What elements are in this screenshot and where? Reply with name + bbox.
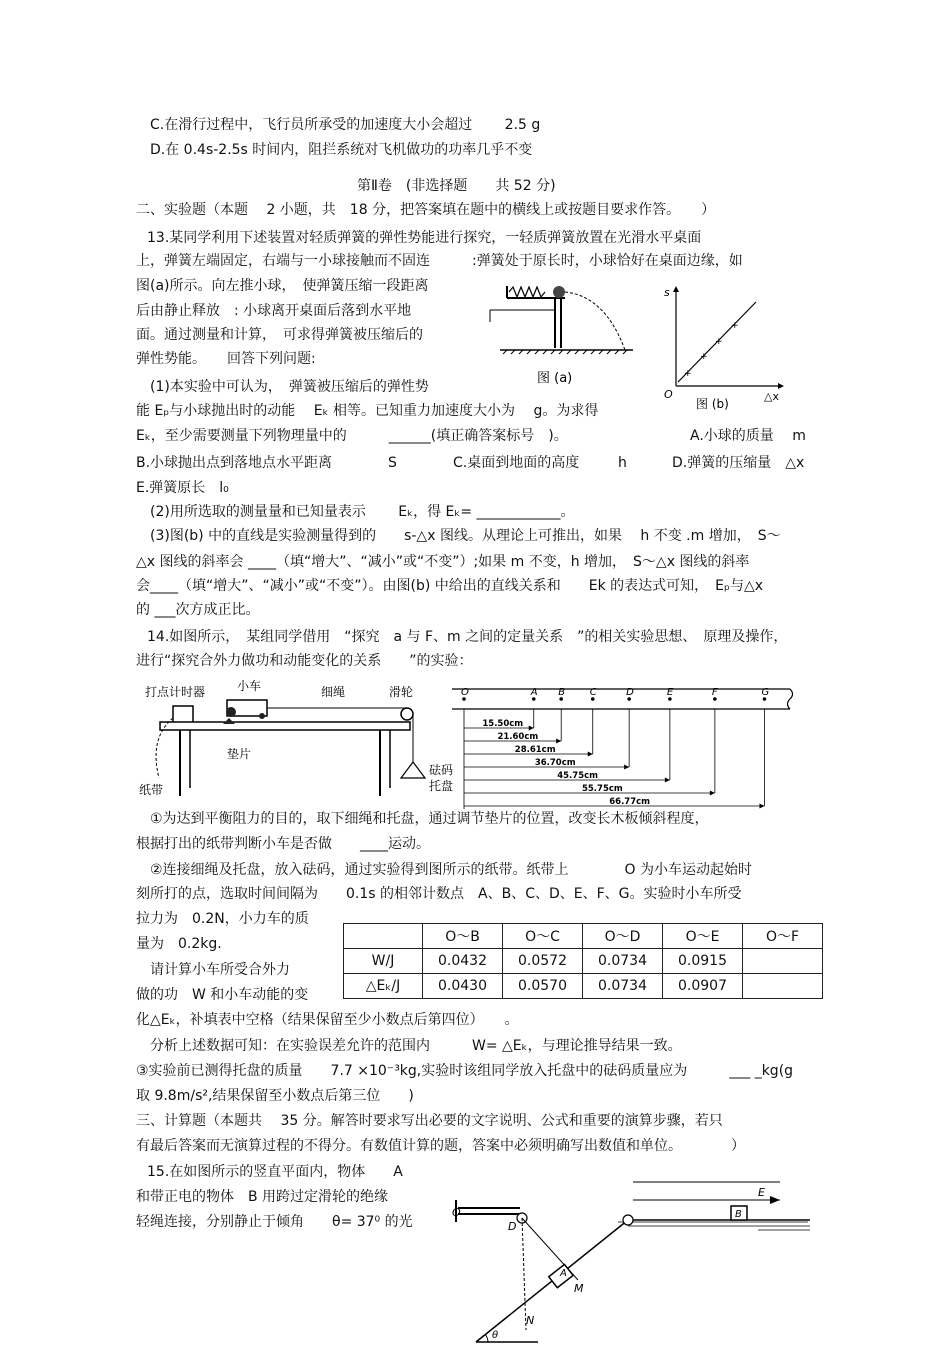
distance-arrow bbox=[759, 804, 764, 809]
section3-heading: 三、计算题（本题共 35 分。解答时要求写出必要的文字说明、公式和重要的演算步骤，若只 bbox=[136, 1113, 723, 1129]
q13-part3: 的 ___次方成正比。 bbox=[136, 602, 260, 618]
q13-part3: (3)图(b) 中的直线是实验测量得到的 s-△x 图线。从理论上可推出，如果 h 不变 .m 增加， S～ bbox=[150, 528, 781, 544]
q14-step3: 取 9.8m/s²,结果保留至小数点后第三位 ) bbox=[136, 1088, 414, 1104]
tape-point-label: C bbox=[589, 687, 597, 698]
q13-part2: (2)用所选取的测量量和已知量表示 Eₖ，得 Eₖ= ____________。 bbox=[150, 504, 575, 520]
q14-step3: ③实验前已测得托盘的质量 7.7 ×10⁻³kg,实验时该组同学放入托盘中的砝码质量应为 ___ _kg(g bbox=[136, 1063, 794, 1079]
q14-step2: 化△Eₖ，补填表中空格（结果保留至少小数点后第四位） 。 bbox=[136, 1012, 519, 1028]
q14-step2: 量为 0.2kg. bbox=[136, 936, 222, 952]
q13-line: 面。通过测量和计算， 可求得弹簧被压缩后的 bbox=[136, 327, 423, 343]
q15-line: 和带正电的物体 B 用跨过定滑轮的绝缘 bbox=[136, 1189, 389, 1205]
q14-step1: ①为达到平衡阻力的目的，取下细绳和托盘，通过调节垫片的位置，改变长木板倾斜程度， bbox=[150, 811, 709, 827]
q13-part3: 会____（填“增大”、“减小”或“不变”）。由图(b) 中给出的直线关系和 Ek 的表达式可知， Eₚ与△x bbox=[136, 578, 764, 594]
tray-label: 托盘 bbox=[429, 779, 454, 793]
section3-heading: 有最后答案而无演算过程的不得分。有数值计算的题，答案中必须明确写出数值和单位。 ） bbox=[136, 1138, 745, 1154]
q14-step2: 做的功 W 和小车动能的变 bbox=[136, 987, 309, 1003]
q14-line: 进行“探究合外力做功和动能变化的关系 ”的实验： bbox=[136, 653, 473, 669]
choice-b: B.小球抛出点到落地点水平距离 bbox=[136, 455, 333, 471]
tape-label: 纸带 bbox=[139, 783, 164, 797]
choice-d: D.弹簧的压缩量 △x bbox=[672, 455, 805, 471]
data-point: + bbox=[700, 352, 708, 362]
q13-part1: 能 Eₚ与小球抛出时的动能 Eₖ 相等。已知重力加速度大小为 g。为求得 bbox=[136, 403, 599, 419]
pulley-label: 滑轮 bbox=[389, 685, 414, 699]
rope-label: 细绳 bbox=[321, 685, 346, 699]
distance-label: 21.60cm bbox=[497, 732, 539, 742]
tape-point-label: D bbox=[626, 687, 634, 698]
figure-a bbox=[485, 278, 640, 390]
results-table bbox=[343, 923, 823, 999]
distance-arrow bbox=[588, 752, 593, 757]
origin-label: O bbox=[664, 388, 673, 401]
y-axis-label: s bbox=[664, 286, 670, 299]
tape-figure bbox=[450, 685, 805, 805]
distance-arrow bbox=[665, 778, 670, 783]
choice-c: C.桌面到地面的高度 bbox=[453, 455, 580, 471]
table-row: W/J 0.0432 0.0572 0.0734 0.0915 bbox=[344, 949, 823, 974]
figure-15 bbox=[448, 1170, 810, 1342]
label-a: A bbox=[560, 1268, 567, 1279]
tape-point-label: O bbox=[461, 687, 469, 698]
figure-a-caption: 图 (a) bbox=[537, 371, 573, 386]
q13-line: 13.某同学利用下述装置对轻质弹簧的弹性势能进行探究，一轻质弹簧放置在光滑水平桌面 bbox=[147, 230, 702, 246]
data-point: + bbox=[684, 369, 692, 379]
q13-line: 弹性势能。 回答下列问题: bbox=[136, 351, 316, 367]
weight-label: 砝码 bbox=[429, 763, 454, 777]
distance-arrow bbox=[556, 739, 561, 744]
label-d: D bbox=[508, 1220, 517, 1233]
table-row: △Eₖ/J 0.0430 0.0570 0.0734 0.0907 bbox=[344, 974, 823, 999]
tape-point-label: A bbox=[530, 687, 538, 698]
q14-step2: 请计算小车所受合外力 bbox=[150, 962, 290, 978]
q14-line: 14.如图所示， 某组同学借用 “探究 a 与 F、m 之间的定量关系 ”的相关实验思想、 原理及操作， bbox=[147, 629, 788, 645]
table-row: O～B O～C O～D O～E O～F bbox=[344, 924, 823, 949]
q14-analysis: 分析上述数据可知：在实验误差允许的范围内 W= △Eₖ，与理论推导结果一致。 bbox=[150, 1038, 682, 1054]
q13-part1: (1)本实验中可认为， 弹簧被压缩后的弹性势 bbox=[150, 379, 429, 395]
tape-point-label: F bbox=[711, 687, 718, 698]
q15-line: 15.在如图所示的竖直平面内，物体 A bbox=[147, 1164, 403, 1180]
distance-label: 28.61cm bbox=[514, 745, 556, 755]
label-e: E bbox=[758, 1186, 765, 1199]
distance-arrow bbox=[529, 726, 534, 731]
label-b: B bbox=[735, 1209, 742, 1220]
label-o: O bbox=[452, 1206, 461, 1219]
q14-step2: 拉力为 0.2N，小力车的质 bbox=[136, 911, 309, 927]
label-m: M bbox=[574, 1282, 584, 1295]
option-c: C.在滑行过程中，飞行员所承受的加速度大小会超过 2.5 g bbox=[150, 117, 541, 133]
q14-step2: ②连接细绳及托盘，放入砝码，通过实验得到图所示的纸带。纸带上 O 为小车运动起始时 bbox=[150, 862, 753, 878]
tape-point-label: G bbox=[761, 687, 770, 698]
pad-label: 垫片 bbox=[227, 747, 252, 761]
x-axis-label: △x bbox=[764, 390, 779, 403]
distance-label: 66.77cm bbox=[609, 797, 651, 807]
choice-b-symbol: S bbox=[388, 455, 397, 471]
label-theta: θ bbox=[492, 1330, 499, 1341]
q13-part3: △x 图线的斜率会 ____（填“增大”、“减小”或“不变”）;如果 m 不变，h 增加， S～△x 图线的斜率 bbox=[136, 554, 750, 570]
data-point: + bbox=[715, 337, 723, 347]
cart-label: 小车 bbox=[237, 679, 262, 693]
q13-part1: Eₖ，至少需要测量下列物理量中的 ______(填正确答案标号 )。 bbox=[136, 428, 568, 444]
distance-label: 15.50cm bbox=[482, 719, 524, 729]
figure-b bbox=[660, 282, 785, 414]
distance-arrow bbox=[624, 765, 629, 770]
q14-step2: 刻所打的点，选取时间间隔为 0.1s 的相邻计数点 A、B、C、D、E、F、G。实验时小车所受 bbox=[136, 886, 742, 902]
distance-label: 36.70cm bbox=[534, 758, 576, 768]
choice-a: A.小球的质量 m bbox=[690, 428, 806, 444]
tape-point-label: B bbox=[558, 687, 566, 698]
option-d: D.在 0.4s-2.5s 时间内，阻拦系统对飞机做功的功率几乎不变 bbox=[150, 142, 533, 158]
distance-label: 55.75cm bbox=[581, 784, 623, 794]
q14-step1: 根据打出的纸带判断小车是否做 ____运动。 bbox=[136, 836, 430, 852]
choice-c-symbol: h bbox=[618, 455, 627, 471]
section-title: 第Ⅱ卷 (非选择题 共 52 分) bbox=[357, 178, 556, 194]
distance-arrow bbox=[710, 791, 715, 796]
apparatus-figure bbox=[135, 678, 454, 802]
data-point: + bbox=[731, 321, 739, 331]
section2-heading: 二、实验题（本题 2 小题，共 18 分，把答案填在题中的横线上或按题目要求作答。 ） bbox=[136, 202, 716, 218]
q13-line: 后由静止释放 : 小球离开桌面后落到水平地 bbox=[136, 303, 412, 319]
distance-label: 45.75cm bbox=[557, 771, 599, 781]
q15-line: 轻绳连接，分别静止于倾角 θ= 37⁰ 的光 bbox=[136, 1214, 413, 1230]
tape-point-label: E bbox=[666, 687, 674, 698]
timer-label: 打点计时器 bbox=[145, 685, 206, 699]
q13-line: 图(a)所示。向左推小球， 使弹簧压缩一段距离 bbox=[136, 278, 429, 294]
label-n: N bbox=[526, 1314, 535, 1327]
choice-e: E.弹簧原长 l₀ bbox=[136, 480, 229, 496]
figure-b-caption: 图 (b) bbox=[696, 397, 729, 411]
q13-line: 上，弹簧左端固定，右端与一小球接触而不固连 :弹簧处于原长时，小球恰好在桌面边缘，如 bbox=[136, 253, 743, 269]
